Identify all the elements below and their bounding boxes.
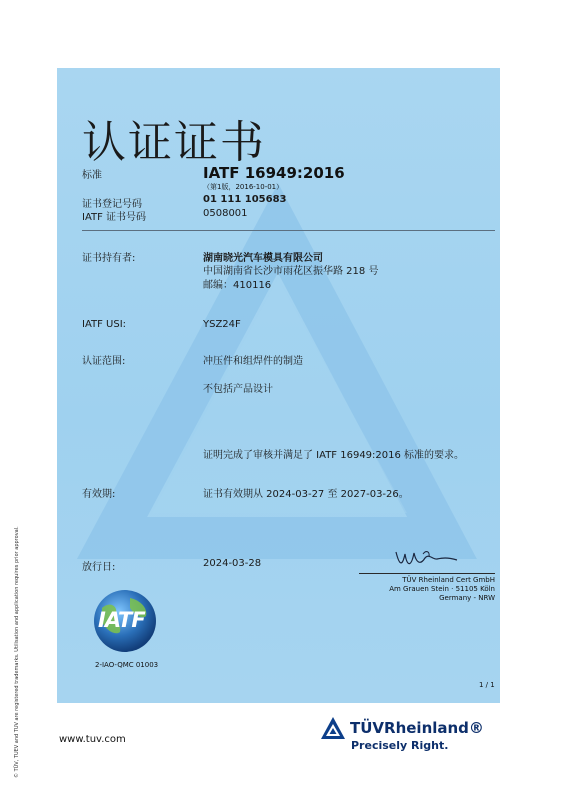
issuer-country: Germany - NRW	[439, 594, 495, 602]
issue-date-label: 放行日:	[82, 562, 116, 573]
issuer-address: Am Grauen Stein · 51105 Köln	[389, 585, 495, 593]
certificate-title: 认证证书	[82, 117, 266, 168]
holder-postcode: 邮编：410116	[203, 280, 272, 291]
issue-date-value: 2024-03-28	[203, 558, 262, 569]
page-number: 1 / 1	[479, 681, 495, 689]
trademark-notice: © TÜV, TUEV and TUV are registered trademarks. Utilisation and application requires prior approval.	[14, 526, 20, 778]
usi-label: IATF USI:	[82, 319, 127, 330]
iatf-code: 2-IAO-QMC 01003	[95, 661, 159, 669]
standard-label: 标准	[82, 170, 102, 181]
scope-label: 认证范围:	[82, 356, 126, 367]
divider	[82, 230, 495, 231]
scope-exclusion: 不包括产品设计	[203, 384, 273, 395]
standard-value: IATF 16949:2016	[203, 164, 345, 182]
iatf-logo	[90, 586, 160, 656]
footer-url[interactable]: www.tuv.com	[59, 734, 126, 745]
cert-no-value: 01 111 105683	[203, 194, 287, 205]
issuer-name: TÜV Rheinland Cert GmbH	[402, 576, 495, 584]
iatf-no-value: 0508001	[203, 208, 248, 219]
iatf-no-label: IATF 证书号码	[82, 212, 147, 223]
iatf-logo-text: IATF	[98, 608, 145, 632]
validity-label: 有效期:	[82, 489, 116, 500]
cert-no-label: 证书登记号码	[82, 199, 142, 210]
standard-edition: （第1版，2016-10-01）	[203, 183, 284, 191]
certificate-panel	[57, 68, 500, 703]
tuv-triangle-icon	[320, 716, 346, 740]
statement: 证明完成了审核并满足了 IATF 16949:2016 标准的要求。	[203, 450, 465, 461]
tuv-tagline: Precisely Right.	[351, 739, 449, 752]
scope-value: 冲压件和组焊件的制造	[203, 356, 303, 367]
usi-value: YSZ24F	[203, 319, 241, 330]
holder-label: 证书持有者:	[82, 253, 136, 264]
holder-address: 中国湖南省长沙市雨花区振华路 218 号	[203, 266, 379, 277]
holder-name: 湖南晓光汽车模具有限公司	[203, 253, 323, 264]
signature-icon	[393, 544, 463, 574]
validity-value: 证书有效期从 2024-03-27 至 2027-03-26。	[203, 489, 409, 500]
tuv-brand-name: TÜVRheinland®	[350, 719, 484, 737]
signature-line	[359, 573, 495, 574]
